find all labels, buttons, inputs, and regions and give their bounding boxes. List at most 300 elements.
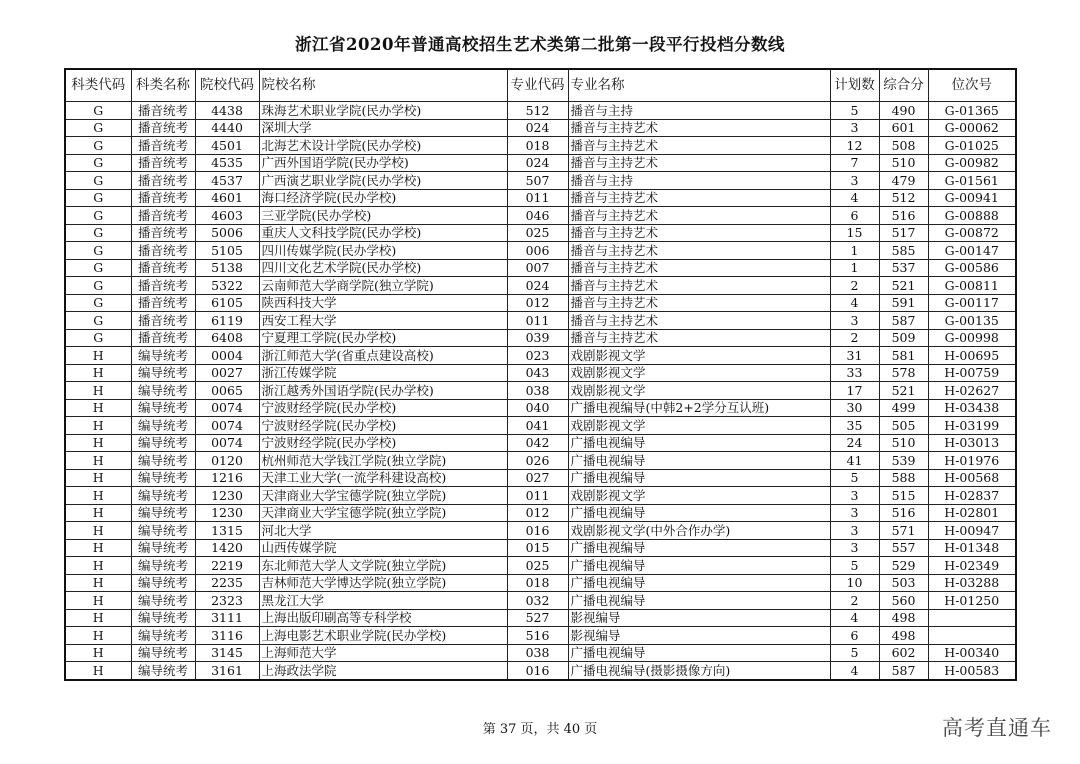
cell-major-name: 播音与主持艺术: [568, 242, 830, 260]
cell-score: 517: [879, 224, 928, 242]
cell-school-code: 0004: [195, 347, 259, 365]
cell-category-name: 播音统考: [131, 329, 195, 347]
cell-school-code: 4601: [195, 189, 259, 207]
cell-category-name: 编导统考: [131, 504, 195, 522]
cell-major-code: 024: [507, 154, 568, 172]
cell-school-name: 宁波财经学院(民办学校): [259, 434, 507, 452]
cell-major-name: 广播电视编导: [568, 574, 830, 592]
table-row: [65, 662, 1016, 680]
cell-plan-count: 3: [830, 539, 879, 557]
cell-school-name: 河北大学: [259, 522, 507, 540]
cell-major-name: 播音与主持艺术: [568, 119, 830, 137]
cell-rank: H-00759: [928, 364, 1016, 382]
cell-major-code: 011: [507, 487, 568, 505]
cell-category-name: 编导统考: [131, 469, 195, 487]
page-footer: 第 37 页，共 40 页: [482, 722, 598, 737]
cell-major-name: 戏剧影视文学: [568, 382, 830, 400]
cell-major-name: 播音与主持艺术: [568, 294, 830, 312]
cell-major-code: 012: [507, 294, 568, 312]
cell-major-name: 戏剧影视文学: [568, 487, 830, 505]
cell-school-code: 1230: [195, 504, 259, 522]
table-row: [65, 627, 1016, 645]
cell-school-code: 3116: [195, 627, 259, 645]
cell-category-name: 编导统考: [131, 399, 195, 417]
cell-major-name: 戏剧影视文学(中外合作办学): [568, 522, 830, 540]
cell-score: 571: [879, 522, 928, 540]
table-row: [65, 102, 1016, 120]
cell-rank: G-01025: [928, 137, 1016, 155]
table-row: [65, 224, 1016, 242]
cell-major-name: 播音与主持艺术: [568, 137, 830, 155]
cell-plan-count: 3: [830, 487, 879, 505]
cell-rank: H-02837: [928, 487, 1016, 505]
cell-category-name: 编导统考: [131, 522, 195, 540]
cell-school-code: 4501: [195, 137, 259, 155]
cell-score: 587: [879, 312, 928, 330]
cell-school-code: 3111: [195, 609, 259, 627]
cell-school-name: 杭州师范大学钱江学院(独立学院): [259, 452, 507, 470]
cell-score: 591: [879, 294, 928, 312]
cell-major-code: 007: [507, 259, 568, 277]
cell-category-code: G: [65, 137, 131, 155]
cell-school-name: 浙江越秀外国语学院(民办学校): [259, 382, 507, 400]
cell-category-code: G: [65, 119, 131, 137]
cell-plan-count: 33: [830, 364, 879, 382]
cell-category-name: 编导统考: [131, 364, 195, 382]
cell-plan-count: 2: [830, 592, 879, 610]
cell-plan-count: 3: [830, 119, 879, 137]
cell-school-code: 4537: [195, 172, 259, 190]
table-row: [65, 592, 1016, 610]
cell-score: 585: [879, 242, 928, 260]
cell-score: 601: [879, 119, 928, 137]
cell-major-name: 播音与主持艺术: [568, 154, 830, 172]
table-row: [65, 399, 1016, 417]
cell-school-code: 5006: [195, 224, 259, 242]
cell-major-code: 026: [507, 452, 568, 470]
cell-score: 602: [879, 644, 928, 662]
cell-category-code: G: [65, 224, 131, 242]
cell-school-name: 深圳大学: [259, 119, 507, 137]
cell-plan-count: 24: [830, 434, 879, 452]
cell-major-code: 039: [507, 329, 568, 347]
table-row: [65, 539, 1016, 557]
cell-school-name: 四川文化艺术学院(民办学校): [259, 259, 507, 277]
cell-major-name: 广播电视编导: [568, 469, 830, 487]
cell-school-name: 黑龙江大学: [259, 592, 507, 610]
cell-major-name: 广播电视编导(摄影摄像方向): [568, 662, 830, 680]
table-row: [65, 574, 1016, 592]
header-major-name: 专业名称: [568, 69, 830, 102]
cell-category-name: 播音统考: [131, 294, 195, 312]
cell-rank: G-00888: [928, 207, 1016, 225]
cell-rank: G-00117: [928, 294, 1016, 312]
table-row: [65, 557, 1016, 575]
cell-rank: G-01365: [928, 102, 1016, 120]
cell-major-code: 024: [507, 277, 568, 295]
cell-plan-count: 12: [830, 137, 879, 155]
table-row: [65, 329, 1016, 347]
cell-rank: G-00872: [928, 224, 1016, 242]
cell-school-name: 浙江传媒学院: [259, 364, 507, 382]
table-row: [65, 417, 1016, 435]
cell-category-name: 编导统考: [131, 539, 195, 557]
cell-rank: H-03288: [928, 574, 1016, 592]
cell-major-name: 播音与主持艺术: [568, 207, 830, 225]
cell-category-code: G: [65, 294, 131, 312]
cell-category-name: 播音统考: [131, 224, 195, 242]
cell-category-code: H: [65, 504, 131, 522]
cell-rank: G-00811: [928, 277, 1016, 295]
cell-rank: H-00695: [928, 347, 1016, 365]
cell-rank: H-00583: [928, 662, 1016, 680]
cell-plan-count: 41: [830, 452, 879, 470]
cell-school-code: 5322: [195, 277, 259, 295]
cell-school-name: 上海师范大学: [259, 644, 507, 662]
cell-score: 505: [879, 417, 928, 435]
cell-major-code: 042: [507, 434, 568, 452]
cell-category-code: G: [65, 189, 131, 207]
cell-category-code: H: [65, 627, 131, 645]
cell-major-code: 018: [507, 137, 568, 155]
cell-school-name: 广西演艺职业学院(民办学校): [259, 172, 507, 190]
cell-major-name: 戏剧影视文学: [568, 347, 830, 365]
table-row: [65, 487, 1016, 505]
cell-plan-count: 30: [830, 399, 879, 417]
cell-category-code: G: [65, 277, 131, 295]
table-row: [65, 312, 1016, 330]
cell-major-code: 507: [507, 172, 568, 190]
score-table: [64, 68, 1017, 681]
cell-school-code: 4440: [195, 119, 259, 137]
cell-score: 498: [879, 627, 928, 645]
cell-category-code: H: [65, 539, 131, 557]
cell-school-code: 5138: [195, 259, 259, 277]
cell-category-name: 播音统考: [131, 259, 195, 277]
cell-plan-count: 2: [830, 277, 879, 295]
cell-category-name: 编导统考: [131, 434, 195, 452]
cell-major-name: 播音与主持艺术: [568, 312, 830, 330]
cell-rank: H-00947: [928, 522, 1016, 540]
table-row: [65, 609, 1016, 627]
cell-plan-count: 1: [830, 242, 879, 260]
cell-major-name: 影视编导: [568, 627, 830, 645]
cell-school-code: 2235: [195, 574, 259, 592]
cell-school-name: 三亚学院(民办学校): [259, 207, 507, 225]
cell-school-code: 3161: [195, 662, 259, 680]
table-row: [65, 504, 1016, 522]
cell-school-name: 云南师范大学商学院(独立学院): [259, 277, 507, 295]
cell-school-name: 上海政法学院: [259, 662, 507, 680]
cell-rank: G-00135: [928, 312, 1016, 330]
cell-plan-count: 31: [830, 347, 879, 365]
cell-rank: G-00062: [928, 119, 1016, 137]
cell-rank: G-01561: [928, 172, 1016, 190]
cell-rank: H-01976: [928, 452, 1016, 470]
cell-major-code: 011: [507, 312, 568, 330]
cell-major-name: 播音与主持: [568, 102, 830, 120]
cell-plan-count: 1: [830, 259, 879, 277]
cell-category-name: 编导统考: [131, 592, 195, 610]
header-category-name: 科类名称: [131, 69, 195, 102]
page-title: 浙江省2020年普通高校招生艺术类第二批第一段平行投档分数线: [295, 35, 785, 54]
cell-major-code: 046: [507, 207, 568, 225]
table-row: [65, 434, 1016, 452]
watermark-text: 高考直通车: [942, 716, 1052, 740]
cell-major-name: 广播电视编导: [568, 504, 830, 522]
cell-category-name: 播音统考: [131, 242, 195, 260]
cell-category-code: H: [65, 609, 131, 627]
cell-score: 521: [879, 277, 928, 295]
cell-plan-count: 3: [830, 172, 879, 190]
header-school-code: 院校代码: [195, 69, 259, 102]
table-row: [65, 347, 1016, 365]
cell-major-code: 027: [507, 469, 568, 487]
cell-school-name: 珠海艺术职业学院(民办学校): [259, 102, 507, 120]
cell-category-code: H: [65, 417, 131, 435]
cell-category-code: H: [65, 469, 131, 487]
cell-major-name: 播音与主持艺术: [568, 224, 830, 242]
cell-school-code: 1420: [195, 539, 259, 557]
cell-major-code: 018: [507, 574, 568, 592]
cell-rank: H-01348: [928, 539, 1016, 557]
cell-major-name: 广播电视编导: [568, 539, 830, 557]
cell-category-name: 编导统考: [131, 644, 195, 662]
table-row: [65, 452, 1016, 470]
cell-school-name: 宁夏理工学院(民办学校): [259, 329, 507, 347]
cell-score: 581: [879, 347, 928, 365]
cell-plan-count: 6: [830, 207, 879, 225]
cell-rank: [928, 627, 1016, 645]
table-row: [65, 364, 1016, 382]
cell-school-code: 0074: [195, 399, 259, 417]
cell-major-code: 025: [507, 224, 568, 242]
cell-category-name: 编导统考: [131, 382, 195, 400]
cell-category-name: 播音统考: [131, 172, 195, 190]
cell-plan-count: 3: [830, 312, 879, 330]
cell-category-code: H: [65, 347, 131, 365]
cell-score: 516: [879, 207, 928, 225]
table-row: [65, 207, 1016, 225]
cell-school-name: 山西传媒学院: [259, 539, 507, 557]
cell-category-code: H: [65, 662, 131, 680]
cell-plan-count: 15: [830, 224, 879, 242]
cell-school-code: 2323: [195, 592, 259, 610]
cell-school-name: 天津商业大学宝德学院(独立学院): [259, 504, 507, 522]
cell-rank: H-00568: [928, 469, 1016, 487]
header-school-name: 院校名称: [259, 69, 507, 102]
table-row: [65, 137, 1016, 155]
table-row: [65, 522, 1016, 540]
cell-rank: H-02349: [928, 557, 1016, 575]
cell-school-name: 海口经济学院(民办学校): [259, 189, 507, 207]
cell-school-name: 广西外国语学院(民办学校): [259, 154, 507, 172]
cell-major-name: 播音与主持: [568, 172, 830, 190]
cell-school-code: 6105: [195, 294, 259, 312]
cell-school-name: 天津商业大学宝德学院(独立学院): [259, 487, 507, 505]
cell-category-code: H: [65, 434, 131, 452]
table-row: [65, 644, 1016, 662]
cell-school-name: 四川传媒学院(民办学校): [259, 242, 507, 260]
header-rank: 位次号: [928, 69, 1016, 102]
cell-school-code: 6408: [195, 329, 259, 347]
cell-major-code: 516: [507, 627, 568, 645]
cell-category-name: 播音统考: [131, 189, 195, 207]
cell-category-code: H: [65, 399, 131, 417]
cell-score: 578: [879, 364, 928, 382]
cell-school-code: 1315: [195, 522, 259, 540]
cell-score: 499: [879, 399, 928, 417]
cell-plan-count: 3: [830, 522, 879, 540]
cell-rank: H-03199: [928, 417, 1016, 435]
cell-rank: G-00586: [928, 259, 1016, 277]
cell-score: 588: [879, 469, 928, 487]
cell-score: 512: [879, 189, 928, 207]
cell-school-code: 1216: [195, 469, 259, 487]
cell-school-code: 4535: [195, 154, 259, 172]
cell-score: 560: [879, 592, 928, 610]
table-row: [65, 469, 1016, 487]
cell-rank: H-03013: [928, 434, 1016, 452]
cell-school-name: 宁波财经学院(民办学校): [259, 417, 507, 435]
cell-score: 509: [879, 329, 928, 347]
cell-category-name: 播音统考: [131, 119, 195, 137]
cell-category-name: 编导统考: [131, 452, 195, 470]
cell-major-name: 广播电视编导: [568, 592, 830, 610]
cell-category-code: H: [65, 382, 131, 400]
cell-plan-count: 6: [830, 627, 879, 645]
cell-major-code: 024: [507, 119, 568, 137]
cell-category-name: 播音统考: [131, 207, 195, 225]
cell-major-code: 512: [507, 102, 568, 120]
cell-category-name: 编导统考: [131, 627, 195, 645]
cell-category-code: G: [65, 312, 131, 330]
cell-category-code: G: [65, 154, 131, 172]
cell-plan-count: 5: [830, 644, 879, 662]
cell-major-name: 戏剧影视文学: [568, 364, 830, 382]
cell-rank: G-00941: [928, 189, 1016, 207]
cell-school-name: 重庆人文科技学院(民办学校): [259, 224, 507, 242]
cell-category-code: G: [65, 259, 131, 277]
cell-major-name: 播音与主持艺术: [568, 329, 830, 347]
header-plan-count: 计划数: [830, 69, 879, 102]
cell-major-code: 043: [507, 364, 568, 382]
cell-category-code: G: [65, 329, 131, 347]
cell-school-name: 西安工程大学: [259, 312, 507, 330]
table-row: [65, 277, 1016, 295]
cell-major-code: 038: [507, 382, 568, 400]
cell-plan-count: 4: [830, 609, 879, 627]
table-row: [65, 259, 1016, 277]
cell-major-code: 011: [507, 189, 568, 207]
cell-plan-count: 4: [830, 662, 879, 680]
cell-major-code: 025: [507, 557, 568, 575]
cell-school-code: 4603: [195, 207, 259, 225]
header-score: 综合分: [879, 69, 928, 102]
cell-major-code: 041: [507, 417, 568, 435]
cell-major-name: 广播电视编导: [568, 452, 830, 470]
cell-school-code: 0074: [195, 417, 259, 435]
cell-plan-count: 2: [830, 329, 879, 347]
cell-major-code: 016: [507, 662, 568, 680]
cell-major-name: 广播电视编导: [568, 434, 830, 452]
cell-school-name: 吉林师范大学博达学院(独立学院): [259, 574, 507, 592]
cell-category-code: G: [65, 207, 131, 225]
cell-category-name: 编导统考: [131, 487, 195, 505]
table-row: [65, 382, 1016, 400]
cell-score: 521: [879, 382, 928, 400]
cell-category-name: 编导统考: [131, 557, 195, 575]
table-body: [65, 102, 1016, 680]
cell-major-code: 038: [507, 644, 568, 662]
table-row: [65, 119, 1016, 137]
cell-category-name: 编导统考: [131, 417, 195, 435]
cell-plan-count: 5: [830, 557, 879, 575]
cell-category-name: 播音统考: [131, 102, 195, 120]
cell-plan-count: 35: [830, 417, 879, 435]
header-category-code: 科类代码: [65, 69, 131, 102]
cell-major-name: 播音与主持艺术: [568, 259, 830, 277]
table-row: [65, 172, 1016, 190]
cell-rank: [928, 609, 1016, 627]
cell-major-name: 影视编导: [568, 609, 830, 627]
table-row: [65, 154, 1016, 172]
cell-school-name: 北海艺术设计学院(民办学校): [259, 137, 507, 155]
cell-category-code: H: [65, 574, 131, 592]
cell-school-code: 4438: [195, 102, 259, 120]
cell-school-name: 上海出版印刷高等专科学校: [259, 609, 507, 627]
table-row: [65, 242, 1016, 260]
cell-major-name: 播音与主持艺术: [568, 189, 830, 207]
cell-rank: H-00340: [928, 644, 1016, 662]
cell-rank: G-00998: [928, 329, 1016, 347]
cell-score: 539: [879, 452, 928, 470]
cell-school-name: 陕西科技大学: [259, 294, 507, 312]
cell-school-code: 5105: [195, 242, 259, 260]
cell-school-code: 0027: [195, 364, 259, 382]
cell-score: 557: [879, 539, 928, 557]
cell-major-code: 006: [507, 242, 568, 260]
header-major-code: 专业代码: [507, 69, 568, 102]
cell-plan-count: 3: [830, 504, 879, 522]
cell-score: 587: [879, 662, 928, 680]
cell-category-code: G: [65, 242, 131, 260]
cell-rank: H-02801: [928, 504, 1016, 522]
cell-school-code: 3145: [195, 644, 259, 662]
cell-score: 508: [879, 137, 928, 155]
cell-score: 529: [879, 557, 928, 575]
cell-major-code: 012: [507, 504, 568, 522]
cell-category-name: 播音统考: [131, 312, 195, 330]
cell-category-code: H: [65, 592, 131, 610]
cell-major-name: 广播电视编导(中韩2+2学分互认班): [568, 399, 830, 417]
table-row: [65, 189, 1016, 207]
cell-major-code: 040: [507, 399, 568, 417]
cell-category-code: H: [65, 364, 131, 382]
cell-major-code: 527: [507, 609, 568, 627]
cell-school-code: 0065: [195, 382, 259, 400]
cell-major-name: 广播电视编导: [568, 644, 830, 662]
cell-score: 510: [879, 434, 928, 452]
cell-school-name: 上海电影艺术职业学院(民办学校): [259, 627, 507, 645]
cell-plan-count: 4: [830, 189, 879, 207]
cell-category-name: 播音统考: [131, 277, 195, 295]
cell-major-code: 015: [507, 539, 568, 557]
cell-rank: H-02627: [928, 382, 1016, 400]
cell-category-name: 编导统考: [131, 574, 195, 592]
cell-rank: H-03438: [928, 399, 1016, 417]
cell-school-name: 浙江师范大学(省重点建设高校): [259, 347, 507, 365]
